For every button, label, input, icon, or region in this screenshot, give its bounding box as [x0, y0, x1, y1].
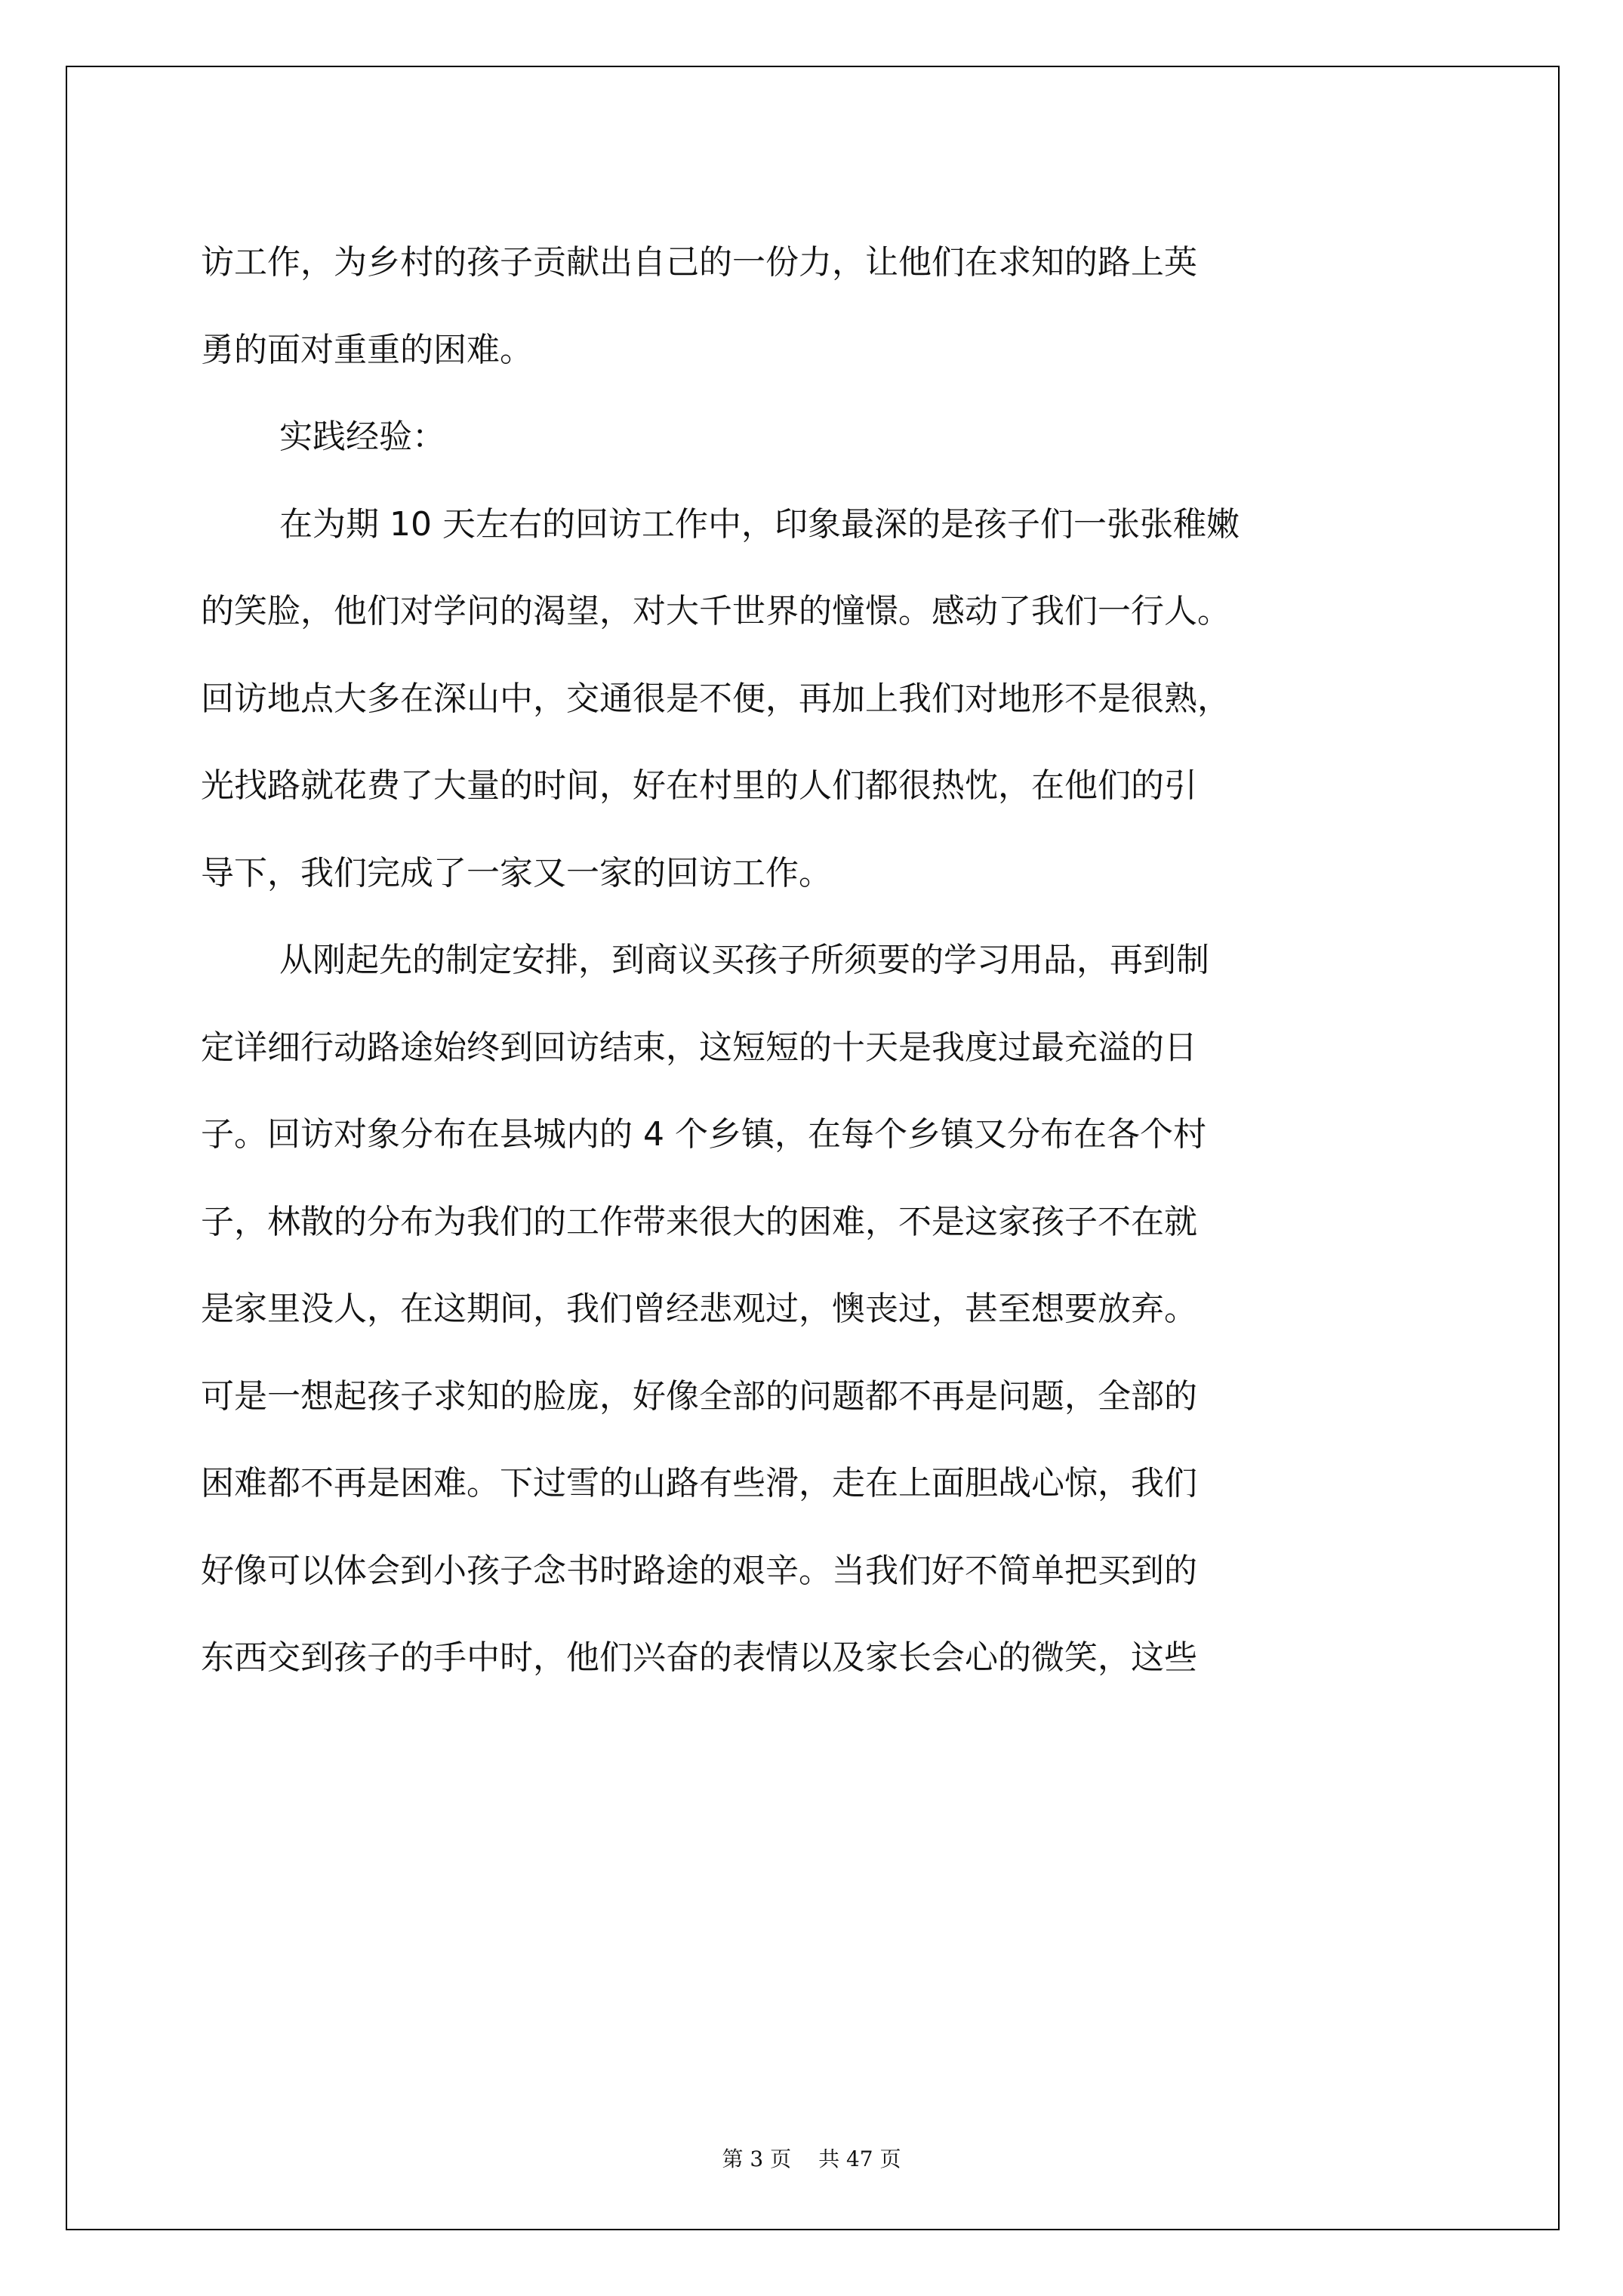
- text-line: 东西交到孩子的手中时，他们兴奋的表情以及家长会心的微笑，这些: [201, 1638, 1197, 1677]
- text-line: 从刚起先的制定安排，到商议买孩子所须要的学习用品，再到制: [279, 941, 1209, 979]
- page-total: 共 47 页: [818, 2147, 901, 2171]
- text-line: 困难都不再是困难。下过雪的山路有些滑，走在上面胆战心惊，我们: [201, 1464, 1197, 1502]
- text-line: 访工作，为乡村的孩子贡献出自己的一份力，让他们在求知的路上英: [201, 243, 1197, 282]
- text-line: 的笑脸，他们对学问的渴望，对大千世界的憧憬。感动了我们一行人。: [201, 592, 1230, 630]
- text-line: 定详细行动路途始终到回访结束，这短短的十天是我度过最充溢的日: [201, 1028, 1197, 1067]
- text-line: 可是一想起孩子求知的脸庞，好像全部的问题都不再是问题，全部的: [201, 1376, 1197, 1416]
- text-line: 光找路就花费了大量的时间，好在村里的人们都很热忱，在他们的引: [201, 766, 1197, 805]
- text-line: 导下，我们完成了一家又一家的回访工作。: [201, 853, 832, 892]
- page-number: 第 3 页: [722, 2147, 792, 2171]
- document-body: [201, 219, 1424, 1702]
- section-heading: 实践经验：: [279, 418, 445, 456]
- text-line: 好像可以体会到小孩子念书时路途的艰辛。当我们好不简单把买到的: [201, 1551, 1197, 1590]
- text-line: 子，林散的分布为我们的工作带来很大的困难，不是这家孩子不在就: [201, 1202, 1197, 1241]
- text-line: 是家里没人，在这期间，我们曾经悲观过，懊丧过，甚至想要放弃。: [201, 1290, 1197, 1328]
- text-line: 在为期 10 天左右的回访工作中，印象最深的是孩子们一张张稚嫩: [279, 504, 1240, 544]
- text-line: 勇的面对重重的困难。: [201, 330, 533, 369]
- page-footer: [0, 2143, 1623, 2173]
- text-line: 子。回访对象分布在县城内的 4 个乡镇，在每个乡镇又分布在各个村: [201, 1115, 1206, 1154]
- text-line: 回访地点大多在深山中，交通很是不便，再加上我们对地形不是很熟，: [201, 679, 1230, 718]
